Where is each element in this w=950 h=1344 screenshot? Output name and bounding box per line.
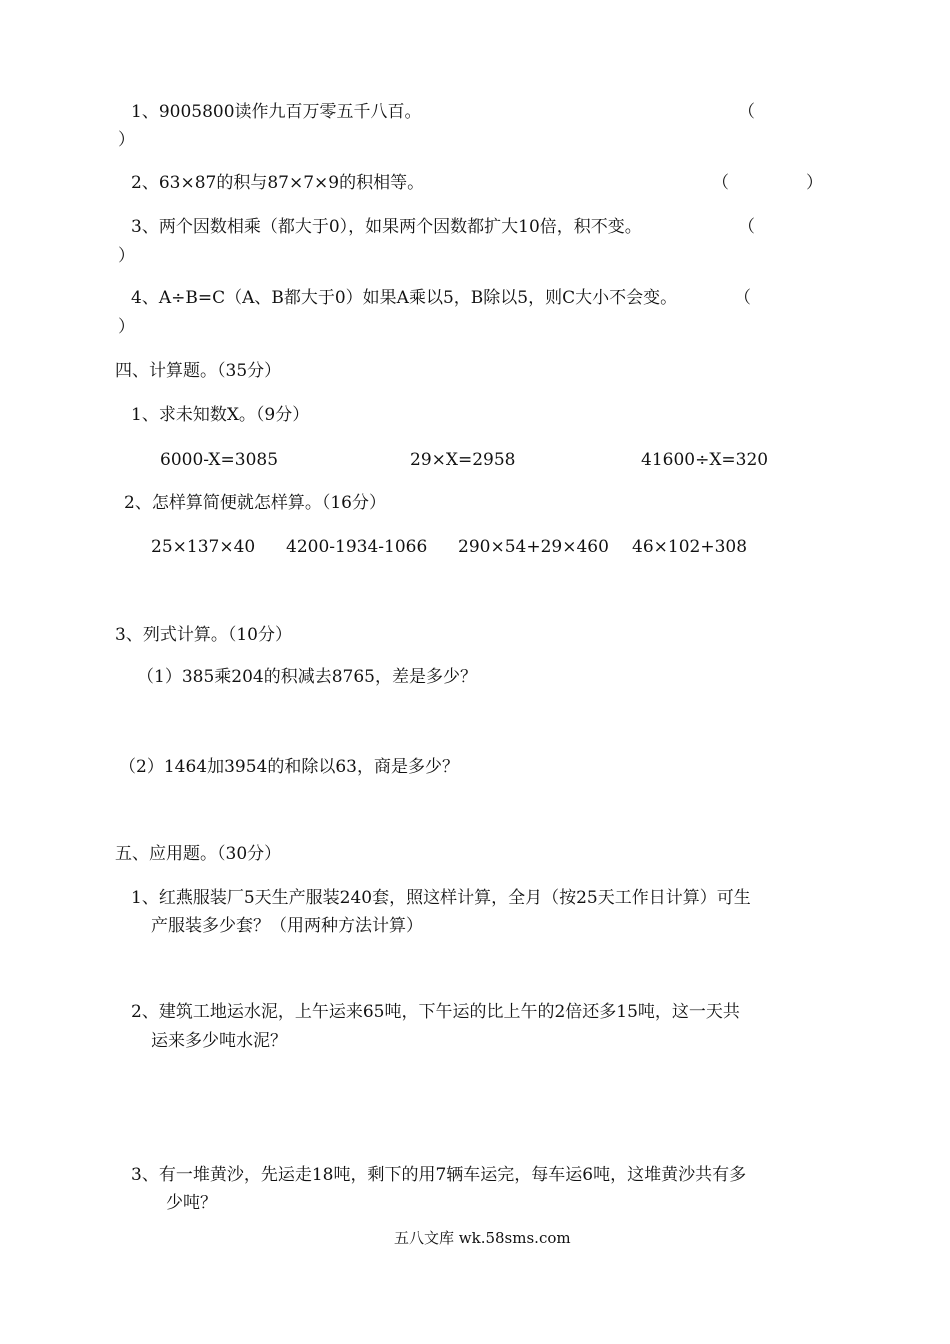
equation-3: 41600÷X=320	[641, 450, 769, 470]
judgement-item-4-open-paren: （	[734, 288, 751, 308]
section4-q2-title: 2、怎样算简便就怎样算。（16分）	[124, 493, 386, 513]
footer-watermark: 五八文库 wk.58sms.com	[394, 1229, 571, 1247]
problem-1-line-1: 1、红燕服装厂5天生产服装240套，照这样计算，全月（按25天工作日计算）可生	[131, 888, 751, 908]
equation-1: 6000-X=3085	[160, 450, 279, 470]
judgement-item-2: 2、63×87的积与87×7×9的积相等。	[131, 173, 425, 193]
problem-2-line-1: 2、建筑工地运水泥，上午运来65吨，下午运的比上午的2倍还多15吨，这一天共	[131, 1002, 740, 1022]
judgement-item-2-close-paren: ）	[806, 173, 823, 193]
section4-q1-title: 1、求未知数X。（9分）	[131, 405, 310, 425]
expression-3: 290×54+29×460	[458, 537, 609, 557]
judgement-item-3-close-paren: ）	[118, 246, 135, 266]
section4-q3-title: 3、列式计算。（10分）	[115, 625, 292, 645]
section5-title: 五、应用题。（30分）	[115, 844, 282, 864]
problem-1-line-2: 产服装多少套？（用两种方法计算）	[151, 916, 423, 936]
expression-2: 4200-1934-1066	[286, 537, 428, 557]
judgement-item-2-open-paren: （	[712, 173, 729, 193]
judgement-item-4-close-paren: ）	[118, 317, 135, 337]
listing-item-1: （1）385乘204的积减去8765，差是多少？	[137, 667, 477, 687]
judgement-item-1-close-paren: ）	[118, 130, 135, 150]
judgement-item-1-open-paren: （	[738, 102, 755, 122]
problem-3-line-1: 3、有一堆黄沙，先运走18吨，剩下的用7辆车运完，每车运6吨，这堆黄沙共有多	[131, 1165, 747, 1185]
listing-item-2: （2）1464加3954的和除以63，商是多少？	[119, 757, 459, 777]
judgement-item-3-open-paren: （	[738, 217, 755, 237]
section4-title: 四、计算题。（35分）	[115, 361, 282, 381]
judgement-item-1: 1、9005800读作九百万零五千八百。	[131, 102, 422, 122]
judgement-item-3: 3、两个因数相乘（都大于0），如果两个因数都扩大10倍，积不变。	[131, 217, 642, 237]
equation-2: 29×X=2958	[410, 450, 516, 470]
judgement-item-4: 4、A÷B=C（A、B都大于0）如果A乘以5，B除以5，则C大小不会变。	[131, 288, 678, 308]
problem-2-line-2: 运来多少吨水泥？	[151, 1031, 287, 1051]
expression-1: 25×137×40	[151, 537, 256, 557]
expression-4: 46×102+308	[632, 537, 748, 557]
problem-3-line-2: 少吨？	[166, 1193, 217, 1213]
